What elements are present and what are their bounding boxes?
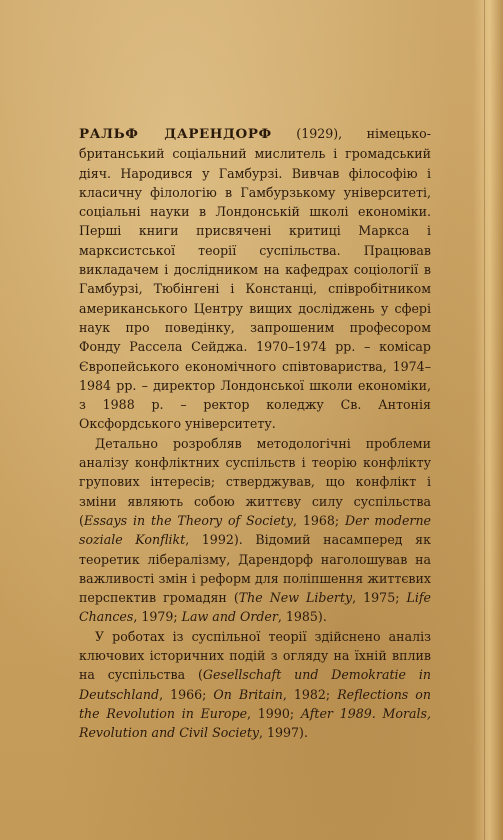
spine-fold-line — [484, 0, 485, 840]
paragraph-text: , 1975; — [352, 590, 407, 606]
paragraph-text: , 1985). — [277, 609, 327, 625]
book-title: Gesellschaft und Demokratie in Deutschland — [79, 667, 431, 702]
biography-paragraph-2 — [79, 434, 431, 627]
book-title: Life Chances — [79, 590, 431, 625]
paragraph-text: У роботах із суспільної теорії здійснено аналіз ключових історичних подій з огляду на їхній вплив на суспільства ( — [79, 628, 431, 683]
book-title: Essays in the Theory of Society — [83, 512, 293, 528]
paragraph-text: , 1997). — [259, 725, 308, 741]
biography-paragraph-1 — [79, 124, 431, 434]
spine-edge-shading — [473, 0, 503, 840]
biography-paragraph-3 — [79, 627, 431, 743]
book-title: On Britain — [213, 686, 283, 702]
paragraph-text: , 1990; — [247, 705, 301, 721]
book-title: Reflections on the Revolution in Europe — [79, 686, 431, 721]
author-biography — [79, 124, 431, 743]
paragraph-text: Детально розробляв методологічні проблеми аналізу конфліктних суспільств і теорію конфлікту групових інтересів; стверджував, що конфлікт і зміни являють собою життєву силу суспільства ( — [79, 435, 431, 528]
paragraph-text: , 1966; — [159, 686, 214, 702]
paragraph-text: , 1982; — [282, 686, 338, 702]
biography-paragraph-1-text: (1929), німецько-британський соціальний мислитель і громадський діяч. Народився у Гамбурзі. Вивчав філософію і класичну філологію в Гамбурзькому університеті, соціальні науки в Лондонській школі економіки. Перші книги присвячені критиці Маркса і марксистської теорії суспільства. Працював викладачем і дослідником на кафедрах соціології в Гамбурзі, Тюбінгені і Констанці, співробітником американського Центру вищих досліджень у сфері наук про поведінку, запрошеним професором Фонду Рассела Сейджа. 1970–1974 рр. – комісар Європейського економічного співтовариства, 1974–1984 рр. – директор Лондонської школи економіки, з 1988 р. – ректор коледжу Св. Антонія Оксфордського університету. — [79, 126, 431, 432]
book-title: After 1989. Morals, Revolution and Civil Society — [79, 705, 432, 741]
paragraph-text: , 1979; — [133, 609, 182, 625]
paragraph-text: , 1992). Відомий насамперед як теоретик лібералізму, Дарендорф наголошував на важливості змін і реформ для поліпшення життєвих перспектив громадян ( — [79, 532, 431, 606]
book-title: Law and Order — [181, 609, 278, 625]
book-title: The New Liberty — [238, 590, 353, 606]
paragraph-text: , 1968; — [292, 512, 345, 528]
book-title: Der moderne soziale Konflikt — [79, 512, 432, 548]
author-name: РАЛЬФ ДАРЕНДОРФ — [79, 126, 272, 142]
